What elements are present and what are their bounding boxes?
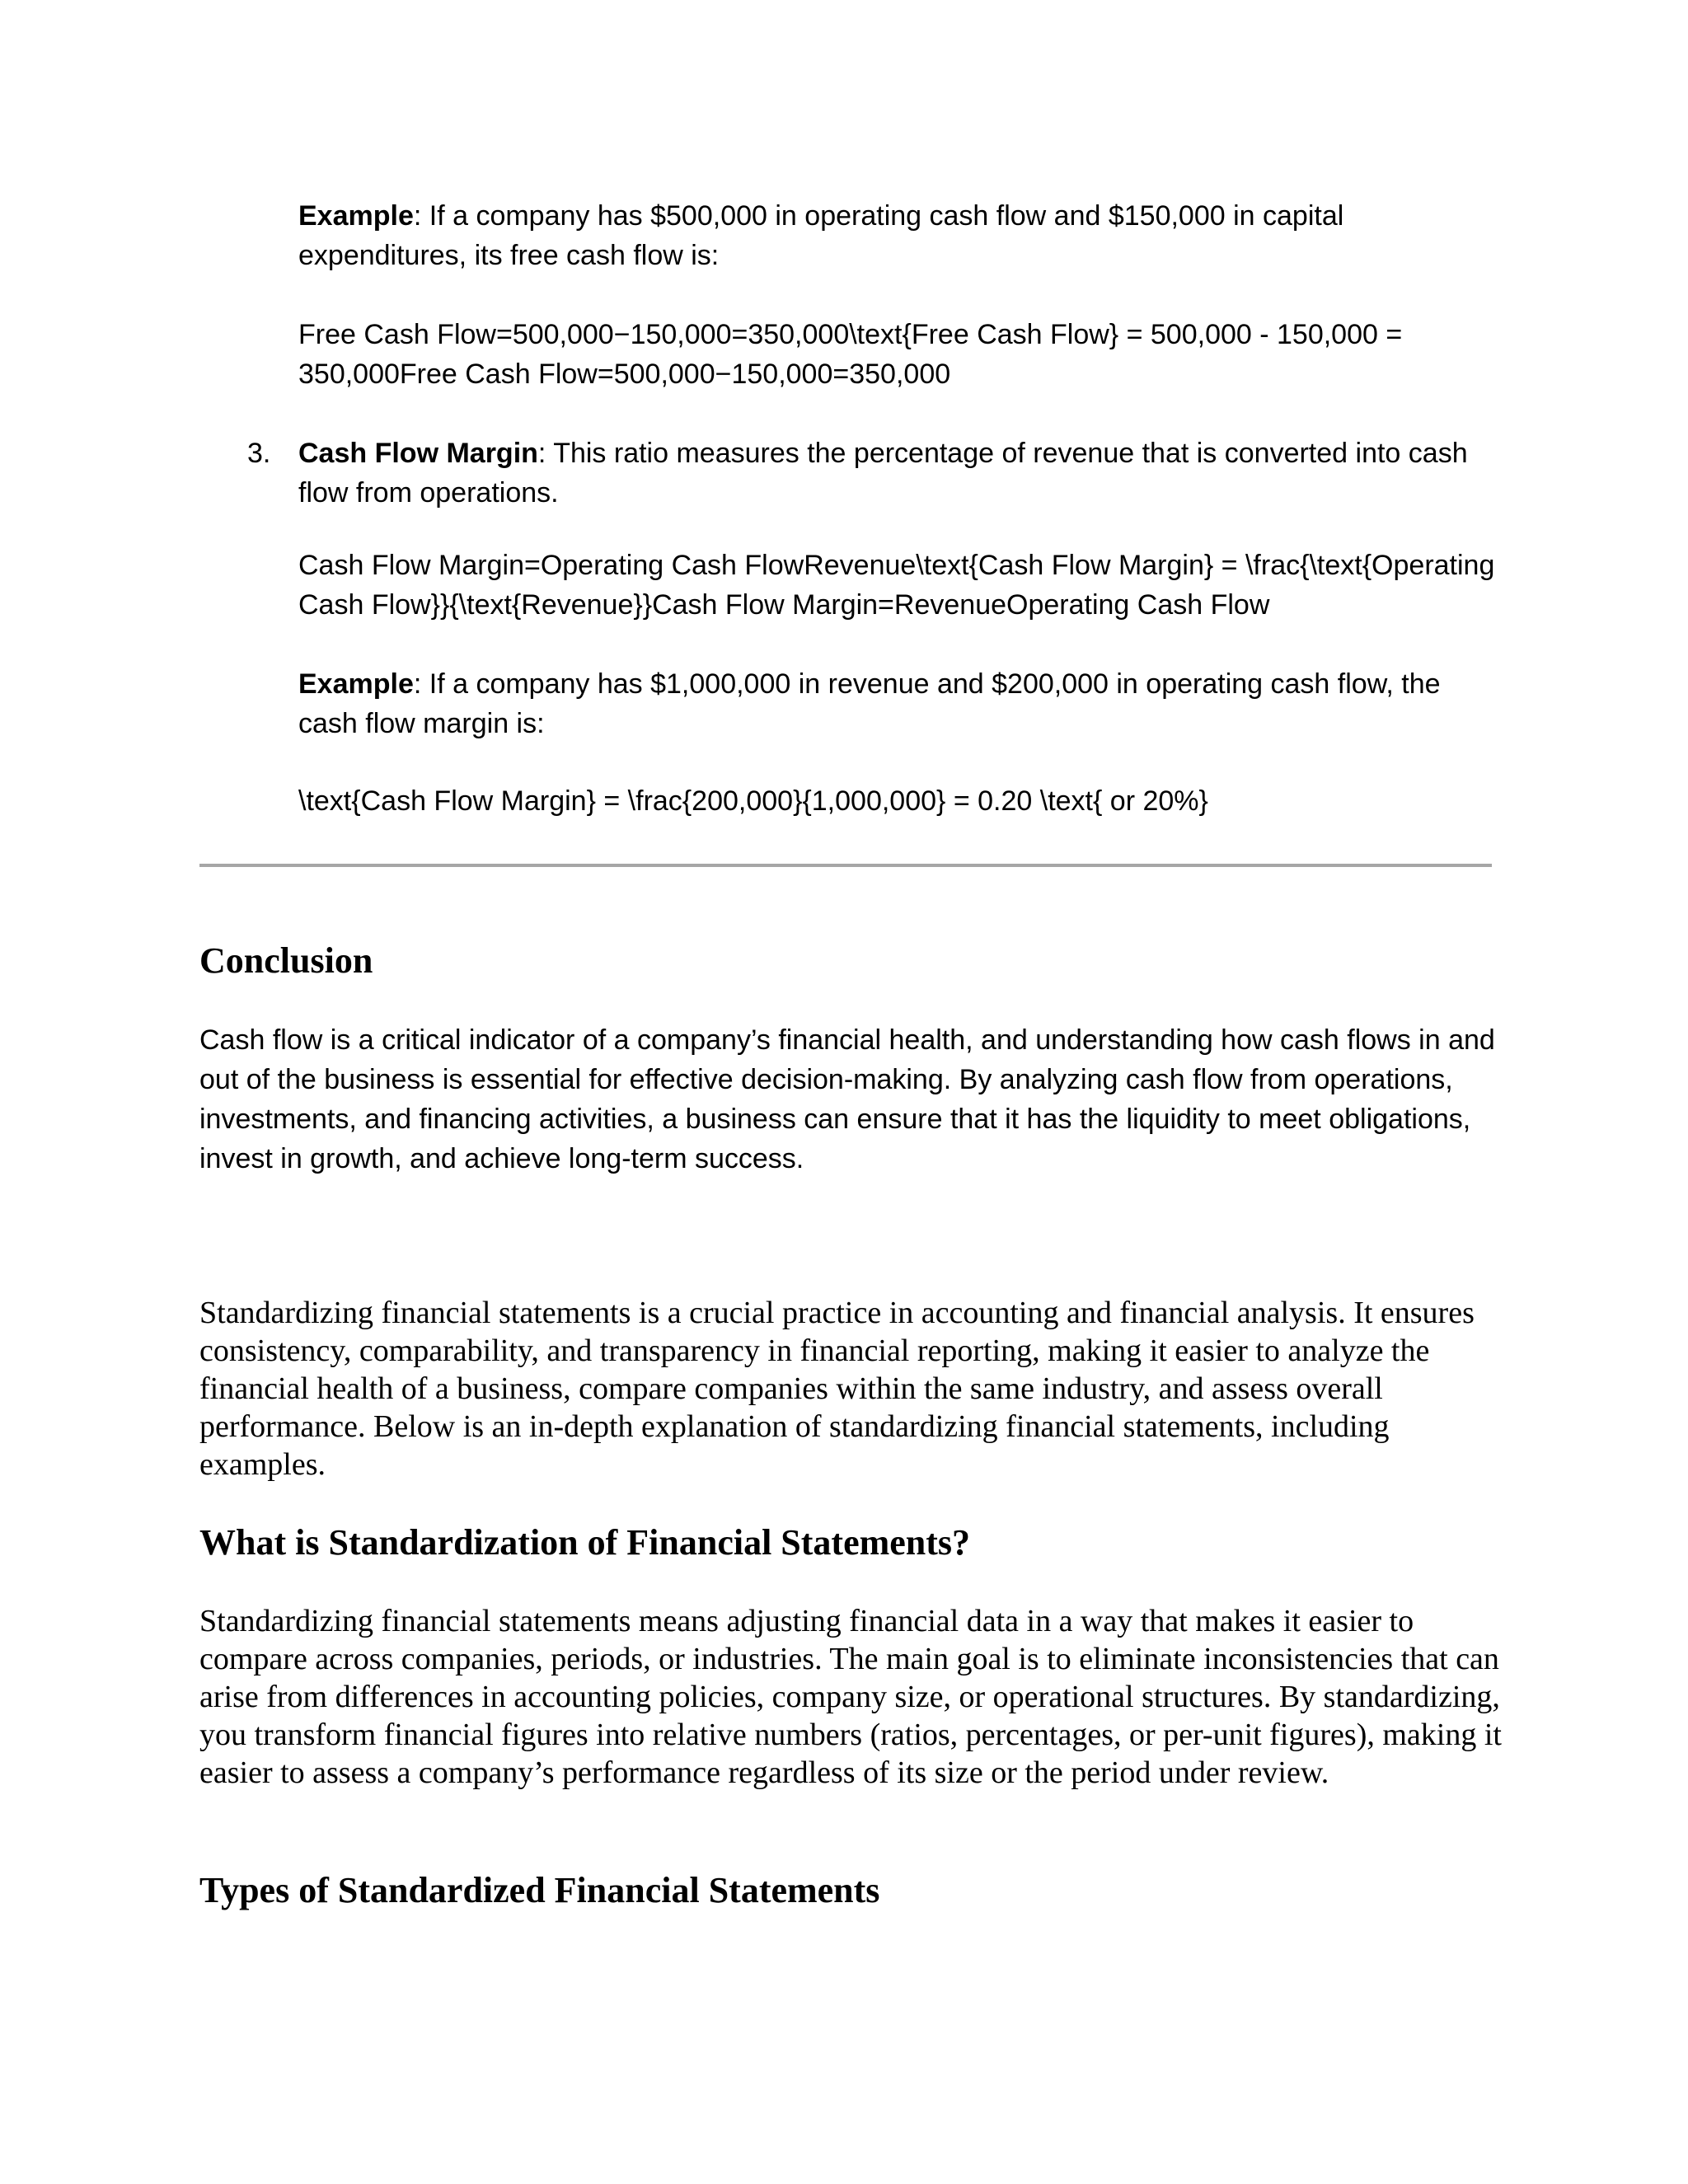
cash-flow-margin-example bbox=[298, 664, 1502, 743]
what-is-standardization-heading: What is Standardization of Financial Statements? bbox=[199, 1522, 971, 1563]
free-cash-flow-formula: Free Cash Flow=500,000−150,000=350,000\text{Free Cash Flow} = 500,000 - 150,000 = 350,000Free Cash Flow=500,000−150,000=350,000 bbox=[298, 319, 1403, 390]
cash-flow-margin-text: : This ratio measures the percentage of revenue that is converted into cash flow from operations. bbox=[298, 438, 1468, 509]
example-text: : If a company has $500,000 in operating cash flow and $150,000 in capital expenditures, its free cash flow is: bbox=[298, 200, 1344, 271]
cash-flow-margin-example-formula: \text{Cash Flow Margin} = \frac{200,000}{1,000,000} = 0.20 \text{ or 20%} bbox=[298, 785, 1208, 817]
example-label: Example bbox=[298, 200, 414, 232]
list-number: 3. bbox=[247, 438, 271, 469]
conclusion-heading: Conclusion bbox=[199, 940, 373, 981]
cash-flow-margin-term: Cash Flow Margin bbox=[298, 438, 538, 469]
example-label: Example bbox=[298, 668, 414, 700]
conclusion-text: Cash flow is a critical indicator of a company’s financial health, and understanding how cash flows in and out of the business is essential for effective decision-making. By analyzing cash flow from operations, investments, and financing activities, a business can ensure that it has the liquidity to meet obligations, invest in growth, and achieve long-term success. bbox=[199, 1024, 1495, 1174]
cash-flow-margin-definition bbox=[298, 434, 1502, 513]
cash-flow-margin-formula: Cash Flow Margin=Operating Cash FlowRevenue\text{Cash Flow Margin} = \frac{\text{Operating Cash Flow}}{\text{Revenue}}Cash Flow Margin=RevenueOperating Cash Flow bbox=[298, 550, 1495, 621]
example-text: : If a company has $1,000,000 in revenue and $200,000 in operating cash flow, the cash flow margin is: bbox=[298, 668, 1441, 739]
horizontal-rule bbox=[199, 864, 1492, 867]
what-is-standardization-text: Standardizing financial statements means adjusting financial data in a way that makes it easier to compare across companies, periods, or industries. The main goal is to eliminate inconsistencies that can arise from differences in accounting policies, company size, or operational structures. By standardizing, you transform financial figures into relative numbers (ratios, percentages, or per-unit figures), making it easier to assess a company’s performance regardless of its size or the period under review. bbox=[199, 1604, 1502, 1790]
standardizing-intro: Standardizing financial statements is a crucial practice in accounting and financial analysis. It ensures consistency, comparability, and transparency in financial reporting, making it easier to analyze the financial health of a business, compare companies within the same industry, and assess overall performance. Below is an in-depth explanation of standardizing financial statements, including examples. bbox=[199, 1296, 1475, 1482]
types-heading: Types of Standardized Financial Statements bbox=[199, 1870, 880, 1910]
free-cash-flow-example bbox=[298, 196, 1502, 275]
